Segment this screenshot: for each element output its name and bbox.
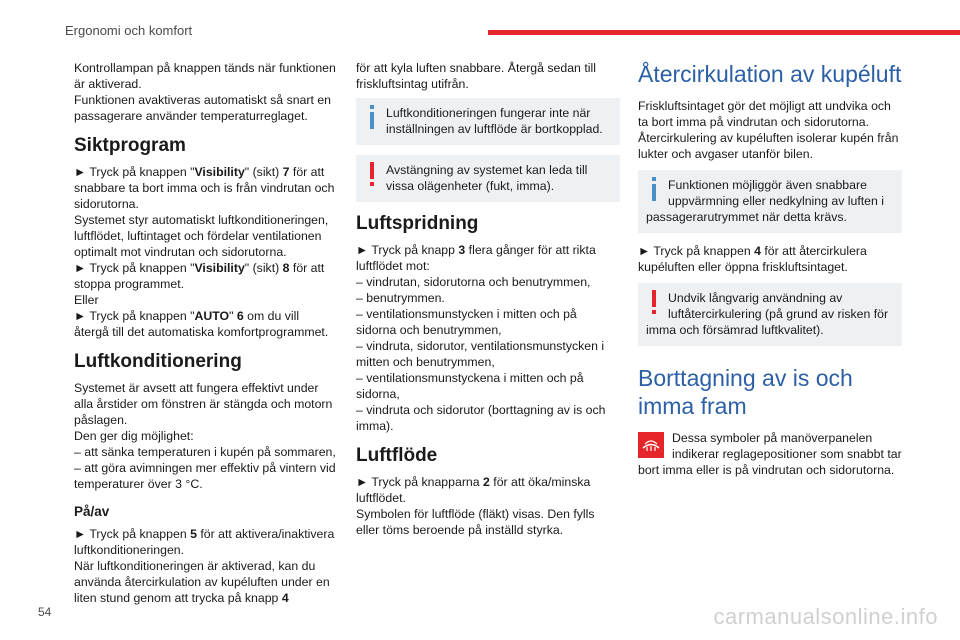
heading-luftkonditionering: Luftkonditionering (74, 351, 242, 372)
watermark: carmanualsonline.info (713, 604, 938, 629)
defrost-text: Dessa symboler på manöverpanelen indikerar reglagepositioner som snabbt tar bort imma eller is på vindrutan och sidorutorna. (638, 431, 902, 477)
heading-atercirkulation: Återcirkulation av kupéluft (638, 61, 902, 87)
list-item: – vindruta, sidorutor, ventilationsmunstycken i mitten och benutrymmen, (356, 339, 605, 369)
intro-text-2: Funktionen avaktiveras automatiskt så snart en passagerare använder temperaturreglaget. (74, 93, 331, 123)
luftflode-step: ► Tryck på knapparna 2 för att öka/minska luftflödet. (356, 475, 591, 505)
warning-note-text: Undvik långvarig användning av luftåtercirkulering (på grund av risken för imma och försämrad luftkvalitet). (646, 291, 889, 337)
paav-text: När luftkonditioneringen är aktiverad, kan du använda återcirkulation av kupéluften under en liten stund genom att trycka på knapp 4 (74, 559, 330, 605)
heading-borttagning: Borttagning av is och imma fram (638, 365, 853, 419)
luftkond-text-2: Den ger dig möjlighet: (74, 429, 194, 443)
intro-text-1: Kontrollampan på knappen tänds när funktionen är aktiverad. (74, 61, 336, 91)
column-1 (74, 60, 336, 606)
list-item: – ventilationsmunstyckena i mitten och på sidorna, (356, 371, 584, 401)
list-item: – vindrutan, sidorutorna och benutrymmen, (356, 275, 591, 289)
heading-luftflode: Luftflöde (356, 445, 438, 466)
aterc-text-1: Friskluftsintaget gör det möjligt att undvika och ta bort imma på vindrutan och sidorutorna. (638, 99, 891, 129)
heading-pa-av: På/av (74, 504, 110, 519)
siktprogram-step-2: ► Tryck på knappen "Visibility" (sikt) 8 för att stoppa programmet. (74, 261, 325, 291)
info-note-text: Luftkonditioneringen fungerar inte när inställningen av luftflöde är bortkopplad. (386, 106, 603, 136)
column-3 (638, 60, 902, 478)
aterc-step: ► Tryck på knappen 4 för att återcirkulera kupéluften eller öppna friskluftsintaget. (638, 244, 867, 274)
warning-note-text: Avstängning av systemet kan leda till vissa olägenheter (fukt, imma). (386, 163, 588, 193)
list-item: – benutrymmen. (356, 291, 445, 305)
luftkond-item-2: – att göra avimningen mer effektiv på vintern vid temperaturer över 3 °C. (74, 461, 336, 491)
list-item: – ventilationsmunstycken i mitten och på sidorna och benutrymmen, (356, 307, 577, 337)
paav-step-1: ► Tryck på knappen 5 för att aktivera/inaktivera luftkonditioneringen. (74, 527, 335, 557)
section-title: Ergonomi och komfort (65, 23, 193, 38)
aterc-text-2: Återcirkulering av kupéluften isolerar kupén från lukter och avgaser utanför bilen. (638, 131, 899, 161)
column-2 (356, 60, 620, 538)
luftflode-text: Symbolen för luftflöde (fläkt) visas. Den fylls eller töms beroende på inställd styrka. (356, 507, 595, 537)
header-accent-bar (488, 30, 960, 35)
heading-luftspridning: Luftspridning (356, 213, 479, 234)
warning-icon (366, 162, 378, 186)
luftkond-text-1: Systemet är avsett att fungera effektivt under alla årstider om fönstren är stängda och motorn påslagen. (74, 381, 333, 427)
defrost-paragraph (638, 430, 902, 478)
info-note-text: Funktionen möjliggör även snabbare uppvärmning eller nedkylning av luften i passagerarutrymmet när detta krävs. (646, 178, 885, 224)
page-number: 54 (38, 605, 52, 619)
info-note (638, 170, 902, 233)
siktprogram-step-3: ► Tryck på knappen "AUTO" 6 om du vill återgå till det automatiska komfortprogrammet. (74, 309, 329, 339)
warning-note (638, 283, 902, 346)
list-item: – vindruta och sidorutor (borttagning av is och imma). (356, 403, 606, 433)
front-defrost-icon (638, 432, 664, 458)
info-note (356, 98, 620, 145)
luftspridning-step: ► Tryck på knapp 3 flera gånger för att rikta luftflödet mot: (356, 243, 596, 273)
info-icon (366, 105, 378, 129)
warning-note (356, 155, 620, 202)
siktprogram-text: Systemet styr automatiskt luftkonditioneringen, luftflödet, luftintaget och fördelar ventilationen optimalt mot vindrutan och sidorutorna. (74, 213, 329, 259)
warning-icon (648, 290, 660, 314)
continued-text: för att kyla luften snabbare. Återgå sedan till friskluftsintag utifrån. (356, 61, 596, 91)
page-header (0, 0, 960, 40)
info-icon (648, 177, 660, 201)
heading-siktprogram: Siktprogram (74, 135, 186, 156)
luftkond-item-1: – att sänka temperaturen i kupén på sommaren, (74, 445, 336, 459)
siktprogram-step-1: ► Tryck på knappen "Visibility" (sikt) 7 för att snabbare ta bort imma och is från vindrutan och sidorutorna. (74, 165, 335, 211)
siktprogram-or: Eller (74, 293, 99, 307)
